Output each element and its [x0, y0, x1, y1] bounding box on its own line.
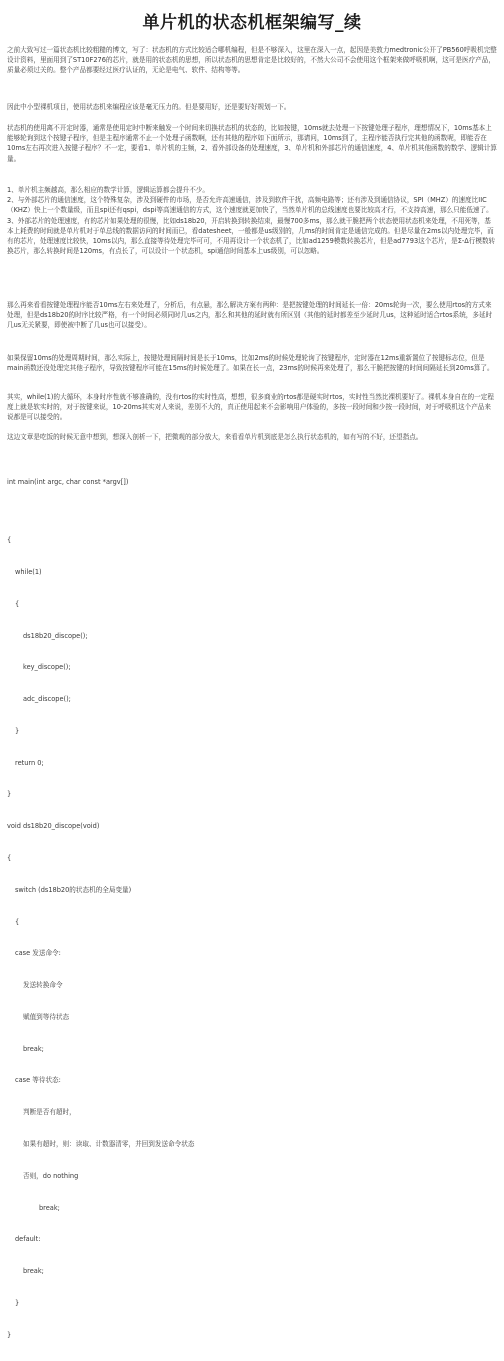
code-line: {: [15, 917, 20, 926]
code-line: break;: [23, 1267, 44, 1276]
code-line: }: [7, 1330, 12, 1339]
code-line: {: [7, 536, 12, 545]
code-line: while(1): [15, 567, 42, 576]
code-line: break;: [23, 1044, 44, 1053]
code-line: ds18b20_discope();: [23, 631, 88, 640]
code-line: break;: [39, 1203, 60, 1212]
code-line: {: [7, 853, 12, 862]
code-line: 发送转换命令: [23, 981, 63, 990]
code-line: case 等待状态:: [15, 1076, 61, 1085]
paragraph-conclusion: 因此中小型裸机项目，使用状态机来编程应该是毫无压力的。但是要用好，还是要好好规划一下。: [7, 103, 291, 111]
paragraph-while-loop: 其实，while(1)的大循环，本身时序性就不够准确的，没有rtos的实时性高，想想，很多商业的rtos都是硬实时rtos，实时性当然比裸机要好了。裸机本身自在的一定程度上就是软实时的，对于按键来说，10-20ms其实对人来说，差别不大的，真正使用起来不会影响用户体验的，多按一段时间和少按一段时间，对于呼吸机这个产品来说都是可以接受的。: [7, 393, 494, 422]
code-line: 如果有超时，则：读取、计数器清零，并回到发送命令状态: [23, 1140, 195, 1148]
paragraph-closing: 这边文章是吃饭的时候无意中想到，想深入剖析一下，把微观的部分放大，来看看单片机到底是怎么执行状态机的，如有写的不好，还望指点。: [7, 433, 423, 441]
code-line: adc_discope();: [23, 695, 71, 704]
code-line: 赋值到等待状态: [23, 1012, 70, 1021]
code-line: case 发送命令:: [15, 949, 61, 958]
code-line: return 0;: [15, 758, 44, 767]
code-line: }: [15, 1298, 20, 1307]
code-line: int main(int argc, char const *argv[]): [7, 478, 129, 487]
paragraph-factors: 1、单片机主频越高，那么相应的数学计算，逻辑运算都会提升不少。 2、与外部芯片的通信速度，这个特殊复杂，涉及到硬件的市场，是否允许高速通信，涉及到软件干扰，高频电路等；还有涉及到通信协议，SPI（MHZ）的速度比IIC（KHZ）快上一个数量级，而且spi还有qspi，dspi等高速通信的方式，这个速度就更加快了，当然单片机的总线速度也要比较高才行，不支持高速，那么只能低速了。 3、外部芯片的处理速度，有的芯片如果处理的很慢，比如ds18b20，开启转换到转换结束，最慢700多ms，那么就干脆把两个状态使用状态机来处理，不用死等，基本上耗费的时间就是单片机对于单总线的数据访问的时间而已，看datesheet，一般都是us级别的，几ms的时间肯定是通信完成的。但是尽量在2ms以内处理完毕，而有的芯片，处理速度比较快，10ms以内，那么直接等待处理完毕可可，不用再设计一个状态机了，比如ad1259模数转换芯片，但是ad7793这个芯片，是Σ-Δ行模数转换芯片，那么转换时间是120ms，有点长了，可以设计一个状态机，spi通信时间基本上us级别，可以忽略。: [7, 186, 496, 256]
paragraph-timer: 状态机的使用离不开定时器，通常是使用定时中断来触发一个时间来切换状态机的状态的，比如按键，10ms就去处理一下按键处理子程序，理想情况下，10ms基本上能够轮询到这个按键子程序，但是主程序通常不止一个处理子函数啊，还有其他的程序如下面所示，那请问，10ms到了，主程序能否执行完其他的函数呢，即能否在10ms左右再次进入按键子程序？不一定，要看1、单片机的主频，2、看外部设备的处理速度，3、单片机和外部芯片的通信速度，4、单片机其他函数的数学、逻辑计算量。: [7, 124, 497, 163]
paragraph-period: 如果保留10ms的处理周期时间，那么实际上，按键处理间隔时间是长于10ms，比如2ms的时候处理轮询了按键程序，定时器在12ms重新置位了按键标志位，但是main函数还没处理完其他子程序，导致按键程序可能在15ms的时候处理了。如果在长一点，23ms的时候再来处理了，那么干脆把按键的时间间隔延长到20ms算了。: [7, 354, 494, 373]
code-line: 判断是否有超时，: [23, 1108, 76, 1117]
article-title: 单片机的状态机框架编写_续: [142, 13, 362, 33]
code-block: [7, 456, 497, 1361]
code-line: key_discope();: [23, 663, 71, 672]
code-line: default:: [15, 1235, 41, 1244]
code-line: }: [15, 726, 20, 735]
code-line: switch (ds18b20的状态机的全局变量): [15, 885, 132, 894]
code-line: {: [15, 599, 20, 608]
code-line: }: [7, 790, 12, 799]
paragraph-intro: 之前大致写过一篇状态机比较粗糙的博文，写了：状态机的方式比较适合哪机编程，但是不够深入，这里在深入一点，起因是美敦力medtronic公开了PB560呼吸机完整设计资料，里面用到了ST10F276的芯片，就是用的状态机的思想，所以状态机的思想肯定是比较好的，不然大公司不会使用这个框架来做呼吸机啊，这可是医疗产品，质量必须过关的。整个产品都要经过医疗认证的，无论是电气、软件、结构等等。: [7, 46, 497, 75]
paragraph-key-handling: 那么再来看看按键处理程序能否10ms左右来处理了，分析后，有点悬，那么解决方案有两种：是把按键处理的时间延长一倍：20ms轮询一次，要么使用rtos的方式来处理，但是ds18b20的时序比较严格，有一个时间必须同时几us之内，那么和其他的延时就有所区别（其他的延时都差至少延时几us，这种延时适合rtos系统，多延时几us无关紧要，即使被中断了几us也可以接受）。: [7, 301, 493, 330]
code-line: 否则，do nothing: [23, 1171, 79, 1180]
code-line: void ds18b20_discope(void): [7, 822, 100, 831]
